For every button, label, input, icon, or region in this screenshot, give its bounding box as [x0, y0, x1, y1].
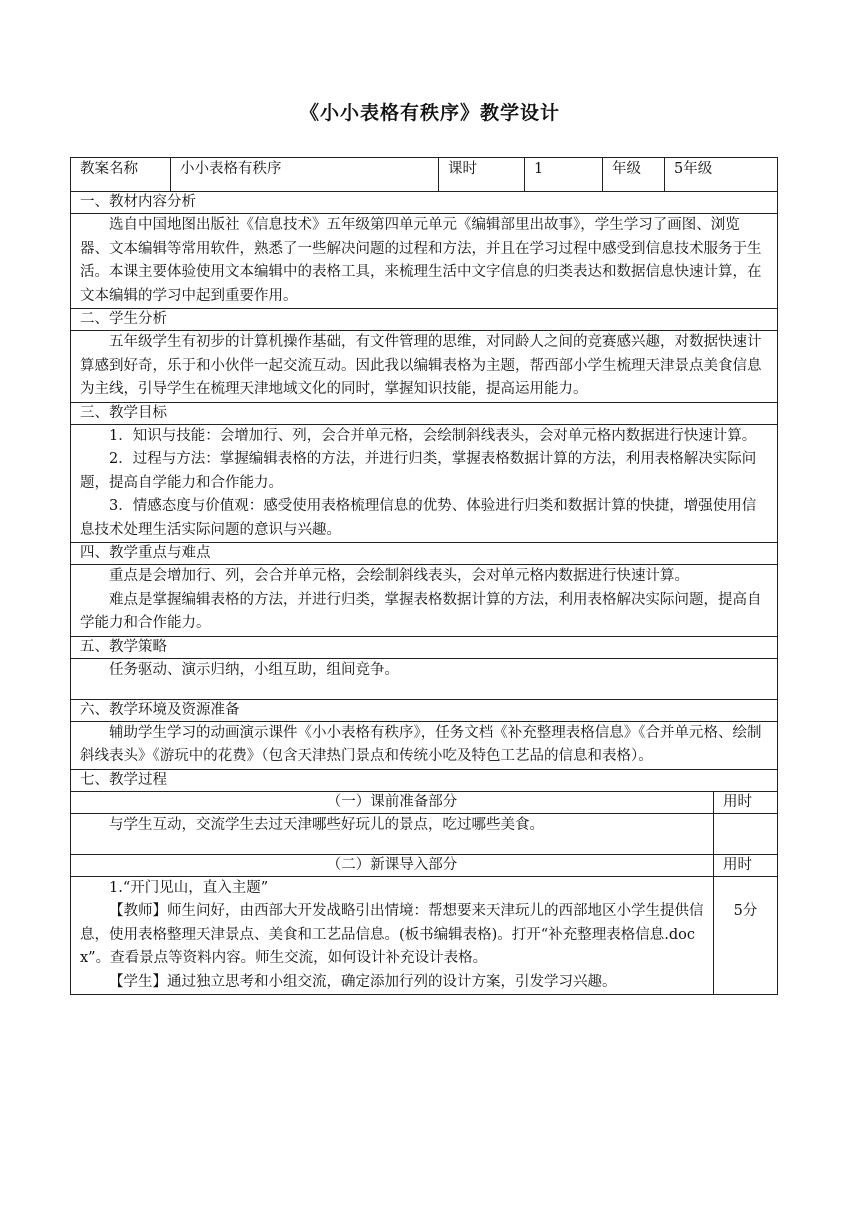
paragraph: 3．情感态度与价值观：感受使用表格梳理信息的优势、体验进行归类和数据计算的快捷，增强使用信息技术处理生活实际问题的意识与兴趣。	[80, 498, 757, 538]
lesson-name-label: 教案名称	[71, 158, 171, 192]
part2-time: 5分	[714, 876, 778, 995]
section-title-resources: 六、教学环境及资源准备	[71, 699, 778, 721]
grade-label: 年级	[603, 158, 665, 192]
section-title-process: 七、教学过程	[71, 769, 778, 791]
section-title-goals: 三、教学目标	[71, 402, 778, 424]
section-title-strategy: 五、教学策略	[71, 636, 778, 658]
info-row	[71, 158, 778, 192]
part1-title: （一）课前准备部分	[71, 791, 714, 813]
section-body-strategy	[71, 658, 778, 699]
part2-title: （二）新课导入部分	[71, 854, 714, 876]
paragraph: 重点是会增加行、列，会合并单元格，会绘制斜线表头，会对单元格内数据进行快速计算。	[109, 568, 689, 584]
paragraph: 与学生互动，交流学生去过天津哪些好玩儿的景点，吃过哪些美食。	[109, 816, 544, 833]
section-title-students: 二、学生分析	[71, 309, 778, 331]
part2-body	[71, 876, 714, 995]
section-body-goals	[71, 424, 778, 543]
lesson-name-value: 小小表格有秩序	[171, 158, 439, 192]
class-hours-value: 1	[525, 158, 603, 192]
section-body-key-points	[71, 565, 778, 637]
section-body-material	[71, 214, 778, 309]
paragraph: 1．知识与技能：会增加行、列，会合并单元格，会绘制斜线表头，会对单元格内数据进行快速计算。	[109, 427, 757, 444]
paragraph: 难点是掌握编辑表格的方法，并进行归类，掌握表格数据计算的方法，利用表格解决实际问题，提高自学能力和合作能力。	[80, 591, 762, 631]
paragraph: 选自中国地图出版社《信息技术》五年级第四单元单元《编辑部里出故事》，学生学习了画图、浏览器、文本编辑等常用软件，熟悉了一些解决问题的过程和方法，并且在学习过程中感受到信息技术服务于生活。本课主要体验使用文本编辑中的表格工具，来梳理生活中文字信息的归类表达和数据信息快速计算，在文本编辑的学习中起到重要作用。	[80, 217, 762, 304]
time-label: 用时	[714, 791, 778, 813]
section-title-material: 一、教材内容分析	[71, 192, 778, 214]
section-body-students	[71, 331, 778, 403]
lesson-plan-table	[70, 157, 778, 995]
section-title-key-points: 四、教学重点与难点	[71, 543, 778, 565]
paragraph: 辅助学生学习的动画演示课件《小小表格有秩序》，任务文档《补充整理表格信息》《合并单元格、绘制斜线表头》《游玩中的花费》（包含天津热门景点和传统小吃及特色工艺品的信息和表格）。	[80, 724, 762, 764]
time-label: 用时	[714, 854, 778, 876]
part1-time	[714, 813, 778, 854]
grade-value: 5年级	[665, 158, 778, 192]
class-hours-label: 课时	[439, 158, 525, 192]
paragraph: 五年级学生有初步的计算机操作基础，有文件管理的思维，对同龄人之间的竞赛感兴趣，对数据快速计算感到好奇，乐于和小伙伴一起交流互动。因此我以编辑表格为主题，帮西部小学生梳理天津景点美食信息为主线，引导学生在梳理天津地域文化的同时，掌握知识技能，提高运用能力。	[80, 334, 762, 397]
paragraph: 2．过程与方法：掌握编辑表格的方法，并进行归类，掌握表格数据计算的方法，利用表格解决实际问题，提高自学能力和合作能力。	[80, 451, 757, 491]
section-body-resources	[71, 721, 778, 769]
document-title: 《小小表格有秩序》教学设计	[299, 102, 560, 124]
part1-body	[71, 813, 714, 854]
teacher-paragraph: 【教师】师生问好，由西部大开发战略引出情境：帮想要来天津玩儿的西部地区小学生提供信息，使用表格整理天津景点、美食和工艺品信息。(板书编辑表格)。打开“补充整理表格信息.docx”。查看景点等资料内容。师生交流，如何设计补充设计表格。	[80, 903, 704, 966]
student-paragraph: 【学生】通过独立思考和小组交流，确定添加行列的设计方案，引发学习兴趣。	[109, 973, 617, 990]
paragraph: 任务驱动、演示归纳，小组互助，组间竞争。	[109, 661, 399, 678]
part2-heading: 1.“开门见山，直入主题”	[109, 879, 269, 896]
